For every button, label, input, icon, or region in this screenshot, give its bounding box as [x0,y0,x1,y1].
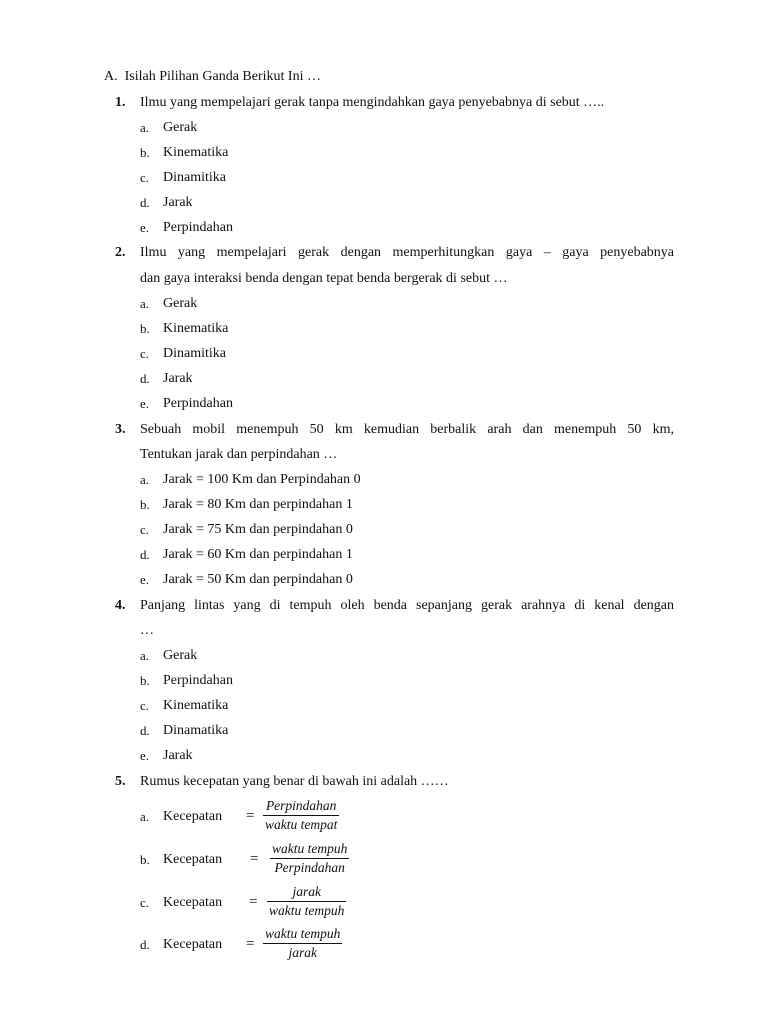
formula-label[interactable]: Kecepatan [163,852,223,867]
fraction-denominator: Perpindahan [274,859,345,875]
option-text[interactable]: Jarak [163,371,193,386]
formula-label[interactable]: Kecepatan [163,895,223,910]
option-letter: a. [140,809,150,824]
option-letter: d. [140,195,150,210]
option-letter: d. [140,371,150,386]
option-letter: e. [140,396,150,411]
question-number: 1. [115,95,126,110]
option-letter: b. [140,321,150,336]
question-text-line: Sebuah mobil menempuh 50 km kemudian berbalik arah dan menempuh 50 km, [140,422,674,437]
option-letter: c. [140,698,150,713]
option-text[interactable]: Perpindahan [163,396,233,411]
question-text-line: Rumus kecepatan yang benar di bawah ini adalah …… [140,774,449,789]
option-letter: a. [140,472,150,487]
option-letter: a. [140,648,150,663]
question-number: 5. [115,774,126,789]
option-text[interactable]: Jarak [163,195,193,210]
option-letter: e. [140,220,150,235]
option-text[interactable]: Kinematika [163,321,229,336]
option-text[interactable]: Gerak [163,120,198,135]
option-text[interactable]: Kinematika [163,145,229,160]
question-text-line: Panjang lintas yang di tempuh oleh benda sepanjang gerak arahnya di kenal dengan [140,598,674,613]
option-letter: c. [140,346,150,361]
fraction-numerator: Perpindahan [265,798,337,813]
option-text[interactable]: Dinamatika [163,723,229,738]
option-text[interactable]: Jarak = 75 Km dan perpindahan 0 [163,522,353,537]
option-text[interactable]: Perpindahan [163,220,233,235]
question-text-line: Ilmu yang mempelajari gerak tanpa mengindahkan gaya penyebabnya di sebut ….. [140,95,605,110]
equals-sign: = [250,851,259,867]
equals-sign: = [246,936,255,952]
question-number: 2. [115,245,126,260]
option-letter: d. [140,723,150,738]
option-text[interactable]: Gerak [163,648,198,663]
formula-fraction [267,885,346,917]
question-text-line: dan gaya interaksi benda dengan tepat benda bergerak di sebut … [140,271,508,286]
question-number: 3. [115,422,126,437]
fraction-denominator: waktu tempuh [269,902,345,918]
option-text[interactable]: Perpindahan [163,673,233,688]
option-letter: a. [140,296,150,311]
question-text-line: … [140,623,154,638]
question-text-line: Tentukan jarak dan perpindahan … [140,447,338,462]
option-text[interactable]: Dinamitika [163,346,226,361]
option-text[interactable]: Jarak = 60 Km dan perpindahan 1 [163,547,353,562]
option-text[interactable]: Jarak = 50 Km dan perpindahan 0 [163,572,353,587]
option-text[interactable]: Kinematika [163,698,229,713]
option-letter: c. [140,522,150,537]
option-letter: d. [140,937,150,952]
option-text[interactable]: Gerak [163,296,198,311]
section-title: Isilah Pilihan Ganda Berikut Ini … [124,69,321,84]
option-letter: a. [140,120,150,135]
option-letter: b. [140,852,150,867]
equals-sign: = [246,808,255,824]
option-letter: c. [140,170,150,185]
option-text[interactable]: Jarak [163,748,193,763]
option-letter: e. [140,748,150,763]
section-heading [104,70,321,84]
option-text[interactable]: Jarak = 100 Km dan Perpindahan 0 [163,472,361,487]
equals-sign: = [249,894,258,910]
option-letter: b. [140,673,150,688]
option-letter: e. [140,572,150,587]
formula-label[interactable]: Kecepatan [163,809,223,824]
fraction-denominator: jarak [288,944,317,960]
option-letter: d. [140,547,150,562]
fraction-denominator: waktu tempat [265,816,338,832]
option-letter: c. [140,895,150,910]
option-letter: b. [140,497,150,512]
question-text-line: Ilmu yang mempelajari gerak dengan memperhitungkan gaya – gaya penyebabnya [140,245,674,260]
formula-fraction [263,799,339,831]
formula-label[interactable]: Kecepatan [163,937,223,952]
formula-fraction [270,842,349,874]
option-text[interactable]: Dinamitika [163,170,226,185]
question-number: 4. [115,598,126,613]
formula-fraction [263,927,342,959]
fraction-numerator: waktu tempuh [265,926,341,941]
fraction-numerator: jarak [292,884,321,899]
fraction-numerator: waktu tempuh [272,841,348,856]
option-text[interactable]: Jarak = 80 Km dan perpindahan 1 [163,497,353,512]
section-letter: A. [104,69,118,84]
option-letter: b. [140,145,150,160]
